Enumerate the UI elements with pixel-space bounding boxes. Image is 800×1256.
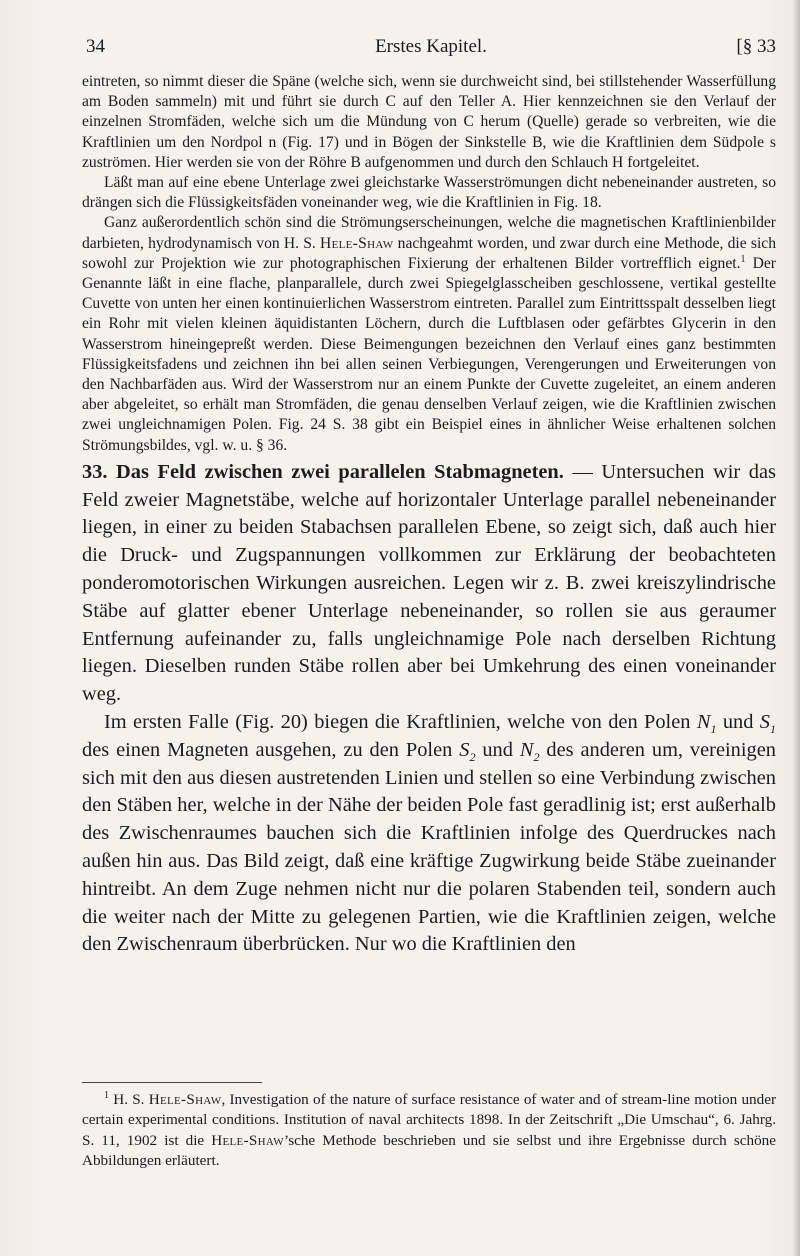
pole-s2 <box>459 738 476 764</box>
chapter-title: Erstes Kapitel. <box>375 36 487 57</box>
pole-n1 <box>696 711 717 737</box>
pole-s1 <box>759 711 776 737</box>
paragraph-1: eintreten, so nimmt dieser die Späne (welche sich, wenn sie durchweicht sind, bei stillstehender Wasserfüllung am Boden sammeln) mit und führt sie durch C auf den Teller A. Hier kennzeichnen sie den Verlauf der einzelnen Stromfäden, welche sich um die Mündung von C herum (Quelle) gerade so verbreiten, wie die Kraftlinien um den Nordpol n (Fig. 17) und in Bögen der Sinkstelle B, wie die Kraftlinien dem Südpole s zuströmen. Hier werden sie von der Röhre B aufgenommen und durch den Schlauch H fortgeleitet. <box>82 73 776 171</box>
page-body <box>82 72 776 959</box>
paragraph-5 <box>82 709 776 959</box>
paragraph-3-text-c: Der Genannte läßt in eine flache, planparallele, durch zwei Spiegelglasscheiben geschlossene, vertikal gestellte Cuvette von unten her einen kontinuierlichen Wasserstrom eintreten. Parallel zum Eintrittsspalt desselben liegt ein Rohr mit vielen kleinen äquidistanten Löchern, durch die Luftblasen oder gefärbtes Glycerin in den Wasserstrom hineingepreßt werden. Diese Beimengungen bezeichnen den Verlauf eines ganz bestimmten Flüssigkeitsfadens und zeichnen ihn bei allen seinen Verbiegungen, Verengerungen und Erweiterungen von den Nachbarfäden aus. Wird der Wasserstrom nur an einem Punkte der Cuvette zugeleitet, an einem anderen aber abgeleitet, so erhält man Stromfäden, die genau denselben Verlauf zeigen, wie die Kraftlinien zwischen zwei ungleichnamigen Polen. Fig. 24 S. 38 gibt ein Beispiel eines in ähnlicher Weise erhaltenen solchen Strömungsbildes, vgl. w. u. § 36. <box>82 254 776 454</box>
footnote-reference[interactable]: 1 <box>740 253 746 265</box>
footnote-text-a: , Investigation of the nature of surface resistance of water and of stream-line motion under certain experimental conditions. Institution of naval architects 1898. In der Zeitschrift „Die Umschau“, 6. Jahrg. S. 11, 1902 ist die <box>82 1091 777 1149</box>
small-print-block <box>82 72 776 456</box>
footnote-author: Hele-Shaw <box>148 1091 222 1108</box>
running-header <box>86 36 776 62</box>
paragraph-5-text-e: des anderen um, vereinigen sich mit den aus diesen austretenden Linien und stellen so eine Verbindung zwischen den Stäben her, welche in der Nähe der beiden Pole fast geradlinig ist; erst außerhalb des Zwischenraumes bauchen sich die Kraftlinien infolge des Querdruckes nach außen hin aus. Das Bild zeigt, daß eine kräftige Zugwirkung beide Stäbe zueinander hintreibt. An dem Zuge nehmen nicht nur die polaren Stabenden teil, sondern auch die weiter nach der Mitte zu gelegenen Partien, wie die Kraftlinien zeigen, welche den Zwischenraum überbrücken. Nur wo die Kraftlinien den <box>82 738 776 956</box>
section-33-text: Untersuchen wir das Feld zweier Magnetstäbe, welche auf horizontaler Unterlage parallel nebeneinander liegen, in einer zu beiden Stabachsen parallelen Ebene, so zeigt sich, daß auch hier die Druck- und Zugspannungen vollkommen zur Erklärung der beobachteten ponderomotorischen Wirkungen ausreichen. Legen wir z. B. zwei kreiszylindrische Stäbe auf glatter ebener Unterlage nebeneinander, so rollen sie aus geraumer Entfernung aufeinander zu, falls ungleichnamige Pole nach derselben Richtung liegen. Dieselben runden Stäbe rollen aber bei Umkehrung des einen voneinander weg. <box>82 460 776 706</box>
page-edge-shadow <box>792 0 800 1256</box>
footnote-rule <box>82 1082 262 1083</box>
section-heading: 33. Das Feld zwischen zwei parallelen Stabmagneten. <box>82 460 564 483</box>
pole-s2-letter: S <box>459 738 470 761</box>
footnote-mark: 1 <box>104 1089 109 1101</box>
pole-n2 <box>519 738 540 764</box>
paragraph-5-text-b: und <box>722 711 754 734</box>
section-heading-dash: — <box>572 460 593 483</box>
paragraph-3-text-b: nachgeahmt worden, und zwar durch eine Methode, die sich sowohl zur Projektion wie zur photographischen Fixierung der erhaltenen Bilder vortrefflich eignet. <box>82 234 776 272</box>
author-name: Hele-Shaw <box>320 234 394 252</box>
paragraph-5-text-a: Im ersten Falle (Fig. 20) biegen die Kraftlinien, welche von den Polen <box>104 711 691 734</box>
pole-n2-index: 2 <box>533 749 540 764</box>
section-33-paragraph <box>82 459 776 709</box>
footnote-initials: H. S. <box>113 1091 145 1108</box>
footnote-author-2: Hele-Shaw <box>211 1131 284 1149</box>
pole-s1-index: 1 <box>769 722 776 737</box>
pole-s2-index: 2 <box>469 749 476 764</box>
footnote-text-b: ’sche Methode beschrieben und sie selbst und ihre Ergebnisse durch schöne Abbildungen erläutert. <box>82 1131 776 1169</box>
paragraph-3 <box>82 213 776 455</box>
page-number: 34 <box>86 36 105 57</box>
pole-n2-letter: N <box>519 738 534 761</box>
footnote <box>82 1090 776 1171</box>
footnote-text <box>82 1090 776 1171</box>
pole-n1-letter: N <box>696 711 711 734</box>
paragraph-5-text-d: und <box>482 738 513 761</box>
paragraph-5-text-c: des einen Magneten ausgehen, zu den Polen <box>82 738 453 761</box>
paragraph-3-text-a: Ganz außerordentlich schön sind die Strömungserscheinungen, welche die magnetischen Kraftlinienbilder darbieten, hydrodynamisch von H. S. <box>82 214 776 252</box>
pole-s1-letter: S <box>759 711 770 734</box>
pole-n1-index: 1 <box>710 722 717 737</box>
section-33-block <box>82 459 776 959</box>
paragraph-2: Läßt man auf eine ebene Unterlage zwei gleichstarke Wasserströmungen dicht nebeneinander austreten, so drängen sich die Flüssigkeitsfäden voneinander weg, wie die Kraftlinien in Fig. 18. <box>82 174 776 212</box>
section-reference: [§ 33 <box>736 36 776 57</box>
